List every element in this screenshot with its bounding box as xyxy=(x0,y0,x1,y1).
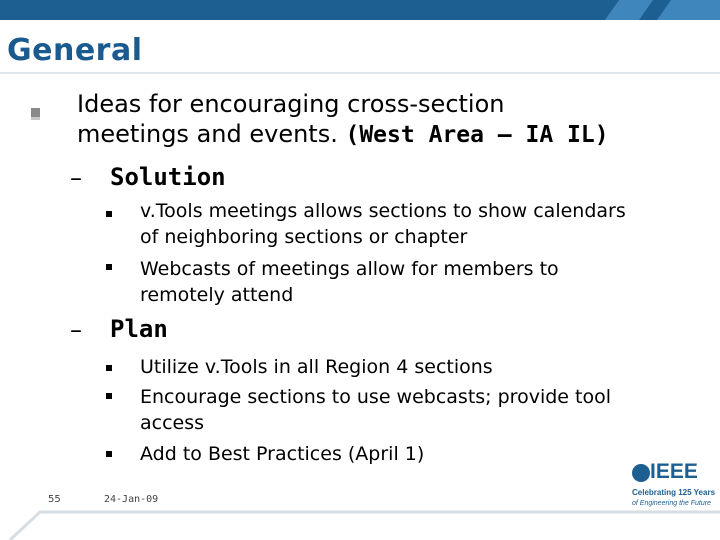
footer-rule xyxy=(10,512,720,540)
ieee-logo-word: IEEE xyxy=(650,460,698,483)
solution-item-line: remotely attend xyxy=(140,284,294,306)
plan-item-line: access xyxy=(140,412,205,434)
plan-heading: Plan xyxy=(110,315,168,343)
main-bullet-source: (West Area – IA IL) xyxy=(345,122,609,148)
ieee-logo xyxy=(622,460,716,520)
plan-item-line: Add to Best Practices (April 1) xyxy=(140,443,425,465)
solution-heading: Solution xyxy=(110,163,226,191)
ieee-logo-icon xyxy=(632,464,650,482)
main-bullet-line2: meetings and events. xyxy=(77,120,338,148)
dash-icon: – xyxy=(70,164,82,192)
plan-item-line: Utilize v.Tools in all Region 4 sections xyxy=(140,356,493,378)
page-number: 55 xyxy=(48,494,61,505)
main-bullet-line1: Ideas for encouraging cross-section xyxy=(77,90,505,118)
ieee-logo-tagline: of Engineering the Future xyxy=(632,500,711,507)
solution-item-line: of neighboring sections or chapter xyxy=(140,226,468,248)
ieee-logo-tagline: Celebrating 125 Years xyxy=(632,488,716,497)
footer-date: 24-Jan-09 xyxy=(104,494,159,505)
solution-item-line: v.Tools meetings allows sections to show calendars xyxy=(140,200,626,222)
plan-item-line: Encourage sections to use webcasts; provide tool xyxy=(140,386,611,408)
dash-icon: – xyxy=(70,316,82,344)
solution-item-line: Webcasts of meetings allow for members to xyxy=(140,258,559,280)
slide-title: General xyxy=(7,33,143,68)
